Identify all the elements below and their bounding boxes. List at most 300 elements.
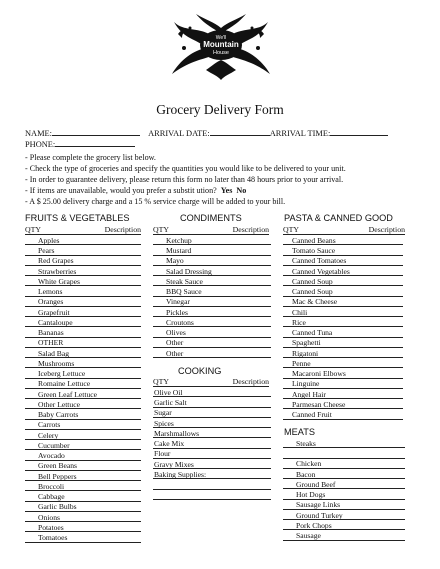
quantity-blank[interactable] — [25, 269, 37, 276]
item-row[interactable] — [25, 276, 141, 286]
item-label: Bacon — [296, 469, 316, 479]
quantity-blank[interactable] — [283, 513, 295, 520]
quantity-blank[interactable] — [25, 279, 37, 286]
quantity-blank[interactable] — [153, 300, 165, 307]
item-row[interactable] — [283, 389, 403, 399]
item-row[interactable] — [25, 399, 141, 409]
mountain-house-logo — [166, 4, 276, 84]
item-row[interactable] — [283, 358, 403, 368]
description-blank[interactable] — [184, 442, 271, 449]
item-row[interactable] — [283, 297, 403, 307]
item-row[interactable] — [153, 235, 271, 245]
logo-text-3: House — [213, 50, 229, 56]
item-row[interactable] — [153, 256, 271, 266]
quantity-blank[interactable] — [283, 503, 295, 510]
meats-heading: MEATS — [284, 427, 315, 437]
quantity-blank[interactable] — [153, 269, 165, 276]
description-blank[interactable] — [346, 259, 403, 266]
description-blank[interactable] — [316, 441, 405, 448]
quantity-blank[interactable] — [283, 372, 291, 379]
quantity-blank[interactable] — [283, 534, 295, 541]
quantity-blank[interactable] — [283, 269, 291, 276]
phone-field[interactable] — [55, 139, 135, 147]
description-blank[interactable] — [319, 382, 403, 389]
item-label: Chili — [292, 307, 308, 317]
logo-text-1: We'll — [215, 35, 227, 41]
item-row[interactable] — [25, 235, 141, 245]
item-row[interactable] — [153, 348, 271, 358]
description-blank[interactable] — [332, 331, 403, 338]
instructions-list — [25, 152, 346, 207]
item-label: Cucumber — [38, 440, 70, 450]
quantity-blank[interactable] — [25, 392, 37, 399]
quantity-blank[interactable] — [25, 413, 37, 420]
quantity-blank[interactable] — [25, 341, 37, 348]
phone-row — [25, 139, 135, 150]
item-label: Canned Tomatoes — [292, 256, 347, 266]
item-label: Spices — [154, 418, 174, 428]
item-label: Ground Beef — [296, 479, 336, 489]
description-blank[interactable] — [183, 351, 271, 358]
item-label: Oranges — [38, 297, 64, 307]
description-blank[interactable] — [345, 402, 403, 409]
item-label: Cabbage — [38, 492, 65, 501]
item-row[interactable] — [283, 256, 403, 266]
description-blank[interactable] — [346, 372, 403, 379]
description-blank[interactable] — [78, 413, 141, 420]
description-blank[interactable] — [186, 331, 271, 338]
description-blank[interactable] — [73, 320, 141, 327]
item-label: Marshmallows — [154, 428, 200, 438]
description-blank[interactable] — [64, 331, 141, 338]
quantity-blank[interactable] — [153, 279, 165, 286]
item-row[interactable] — [283, 469, 405, 479]
description-blank[interactable] — [191, 249, 271, 256]
description-blank[interactable] — [184, 259, 271, 266]
description-blank[interactable] — [307, 310, 403, 317]
quantity-blank[interactable] — [153, 249, 165, 256]
item-row[interactable] — [25, 297, 141, 307]
item-row[interactable] — [25, 512, 141, 522]
item-row[interactable] — [153, 459, 271, 469]
item-row[interactable] — [153, 245, 271, 255]
quantity-blank[interactable] — [25, 290, 37, 297]
quantity-blank[interactable] — [283, 341, 291, 348]
quantity-blank[interactable] — [25, 331, 37, 338]
item-row[interactable] — [25, 338, 141, 348]
item-row[interactable] — [153, 408, 271, 418]
quantity-blank[interactable] — [25, 249, 37, 256]
item-row[interactable] — [25, 286, 141, 296]
item-label: Spaghetti — [292, 338, 321, 348]
item-row[interactable] — [153, 469, 271, 479]
quantity-blank[interactable] — [283, 361, 291, 368]
description-blank[interactable] — [74, 259, 141, 266]
description-blank[interactable] — [321, 341, 403, 348]
description-blank[interactable] — [202, 290, 271, 297]
item-row[interactable] — [153, 418, 271, 428]
description-blank[interactable] — [325, 493, 405, 500]
description-blank[interactable] — [63, 341, 141, 348]
item-row[interactable] — [25, 266, 141, 276]
description-blank[interactable] — [60, 515, 141, 522]
quantity-blank[interactable] — [25, 536, 37, 543]
description-blank[interactable] — [85, 372, 141, 379]
description-blank[interactable] — [90, 382, 141, 389]
name-date-time-row — [25, 128, 388, 139]
description-blank[interactable] — [321, 462, 405, 469]
name-label: NAME: — [25, 129, 52, 138]
description-blank[interactable] — [311, 361, 403, 368]
item-label: Baking Supplies: — [154, 469, 207, 479]
item-row[interactable] — [25, 389, 141, 399]
description-blank[interactable] — [70, 443, 141, 450]
item-row[interactable] — [25, 461, 141, 471]
quantity-blank[interactable] — [25, 423, 37, 430]
description-blank[interactable] — [340, 503, 405, 510]
item-label: Avocado — [38, 451, 65, 460]
item-row[interactable] — [283, 327, 403, 337]
quantity-blank[interactable] — [283, 249, 291, 256]
item-row[interactable] — [283, 438, 405, 448]
description-blank[interactable] — [65, 495, 141, 502]
description-blank[interactable] — [194, 320, 271, 327]
quantity-blank[interactable] — [283, 523, 295, 530]
item-label: Broccoli — [38, 481, 65, 491]
description-blank[interactable] — [332, 523, 405, 530]
phone-label: PHONE: — [25, 140, 56, 149]
item-row[interactable] — [283, 399, 403, 409]
description-blank[interactable] — [335, 482, 405, 489]
item-row[interactable] — [283, 348, 403, 358]
item-row[interactable] — [25, 327, 141, 337]
item-row[interactable] — [283, 276, 403, 286]
quantity-blank[interactable] — [153, 331, 165, 338]
description-blank[interactable] — [76, 269, 141, 276]
quantity-blank[interactable] — [25, 505, 37, 512]
item-row[interactable] — [25, 409, 141, 419]
item-label: Apples — [38, 235, 60, 245]
quantity-blank[interactable] — [283, 472, 295, 479]
quantity-blank[interactable] — [25, 433, 37, 440]
name-field[interactable] — [52, 128, 140, 136]
quantity-blank[interactable] — [283, 290, 291, 297]
quantity-blank[interactable] — [25, 464, 37, 471]
item-label: Carrots — [38, 420, 61, 430]
description-blank[interactable] — [74, 361, 141, 368]
item-row[interactable] — [153, 276, 271, 286]
pasta-canned-heading: PASTA & CANNED GOOD — [284, 213, 393, 223]
quantity-blank[interactable] — [25, 382, 37, 389]
cooking-column-header — [153, 377, 269, 387]
description-blank[interactable] — [306, 320, 403, 327]
no-option[interactable]: No — [236, 186, 247, 195]
item-label: Parmesan Cheese — [292, 399, 346, 409]
item-label: Canned Soup — [292, 276, 333, 286]
quantity-blank[interactable] — [283, 482, 295, 489]
quantity-blank[interactable] — [25, 515, 37, 522]
item-row[interactable] — [153, 266, 271, 276]
item-label: Mac & Cheese — [292, 297, 338, 307]
item-label: Salad Bag — [38, 348, 70, 358]
item-row[interactable] — [283, 459, 405, 469]
description-blank[interactable] — [332, 413, 403, 420]
item-row[interactable] — [153, 297, 271, 307]
item-row[interactable] — [153, 438, 271, 448]
yes-option[interactable]: Yes — [220, 186, 233, 195]
description-blank[interactable] — [318, 351, 403, 358]
description-blank[interactable] — [67, 536, 141, 543]
item-row[interactable] — [283, 266, 403, 276]
item-label: Croutons — [166, 317, 194, 327]
item-row[interactable] — [283, 520, 405, 530]
description-blank[interactable] — [77, 464, 141, 471]
description-blank[interactable] — [58, 433, 141, 440]
item-label: Romaine Lettuce — [38, 379, 91, 389]
item-label: Cantaloupe — [38, 317, 73, 327]
item-row[interactable] — [153, 490, 271, 500]
item-label: Olives — [166, 328, 186, 337]
item-row[interactable] — [25, 430, 141, 440]
item-row[interactable] — [283, 409, 403, 419]
quantity-blank[interactable] — [283, 402, 291, 409]
quantity-blank[interactable] — [153, 238, 165, 245]
quantity-blank[interactable] — [25, 310, 37, 317]
description-blank[interactable] — [326, 392, 403, 399]
item-row[interactable] — [25, 440, 141, 450]
arrival-date-field[interactable] — [210, 128, 270, 136]
item-label: Hot Dogs — [296, 490, 326, 499]
item-row[interactable] — [283, 379, 403, 389]
instruction-line: - A $ 25.00 delivery charge and a 15 % service charge will be added to your bill. — [25, 197, 286, 206]
description-blank[interactable] — [333, 279, 403, 286]
item-row[interactable] — [283, 245, 403, 255]
description-blank[interactable] — [154, 493, 271, 500]
description-blank[interactable] — [187, 401, 271, 408]
quantity-blank[interactable] — [283, 238, 291, 245]
item-row[interactable] — [25, 450, 141, 460]
quantity-blank[interactable] — [283, 310, 291, 317]
item-label: Canned Fruit — [292, 410, 332, 419]
description-blank[interactable] — [206, 472, 271, 479]
item-row[interactable] — [153, 317, 271, 327]
item-row[interactable] — [153, 479, 271, 489]
description-blank[interactable] — [190, 300, 271, 307]
item-label: Cake Mix — [154, 439, 185, 448]
item-row[interactable] — [283, 530, 405, 540]
description-blank[interactable] — [80, 279, 141, 286]
item-row[interactable] — [25, 348, 141, 358]
description-blank[interactable] — [70, 310, 141, 317]
quantity-blank[interactable] — [25, 484, 37, 491]
item-row[interactable] — [283, 338, 403, 348]
cooking-list — [153, 387, 271, 500]
description-blank[interactable] — [69, 351, 141, 358]
description-header: Description — [104, 225, 141, 234]
item-label: Mushrooms — [38, 358, 75, 368]
quantity-blank[interactable] — [283, 441, 295, 448]
description-blank[interactable] — [63, 300, 141, 307]
item-label: Bananas — [38, 328, 64, 337]
item-row[interactable] — [25, 245, 141, 255]
description-blank[interactable] — [335, 249, 403, 256]
description-blank[interactable] — [60, 238, 141, 245]
item-row[interactable] — [153, 286, 271, 296]
item-row[interactable] — [25, 420, 141, 430]
item-label: Steaks — [296, 438, 316, 448]
description-blank[interactable] — [333, 290, 403, 297]
description-blank[interactable] — [194, 462, 271, 469]
item-row[interactable] — [25, 307, 141, 317]
quantity-blank[interactable] — [153, 341, 165, 348]
quantity-blank[interactable] — [283, 382, 291, 389]
description-blank[interactable] — [65, 454, 141, 461]
item-label: Tomato Sauce — [292, 246, 336, 255]
quantity-blank[interactable] — [283, 320, 291, 327]
item-row[interactable] — [25, 256, 141, 266]
item-row[interactable] — [153, 327, 271, 337]
quantity-blank[interactable] — [25, 259, 37, 266]
quantity-blank[interactable] — [25, 320, 37, 327]
item-row[interactable] — [283, 307, 403, 317]
description-blank[interactable] — [212, 269, 271, 276]
item-row[interactable] — [25, 471, 141, 481]
item-row[interactable] — [283, 479, 405, 489]
quantity-blank[interactable] — [283, 331, 291, 338]
description-header: Description — [232, 225, 269, 234]
item-label: Mayo — [166, 256, 184, 266]
description-blank[interactable] — [350, 269, 403, 276]
quantity-blank[interactable] — [283, 413, 291, 420]
item-row[interactable] — [283, 500, 405, 510]
item-row[interactable] — [25, 481, 141, 491]
item-row[interactable] — [153, 428, 271, 438]
quantity-blank[interactable] — [283, 351, 291, 358]
description-blank[interactable] — [97, 392, 141, 399]
item-row[interactable] — [153, 387, 271, 397]
description-blank[interactable] — [188, 310, 271, 317]
item-row[interactable] — [153, 338, 271, 348]
quantity-blank[interactable] — [153, 259, 165, 266]
quantity-blank[interactable] — [153, 320, 165, 327]
substitution-question: - If items are unavailable, would you prefer a substit ution? — [25, 186, 217, 195]
description-blank[interactable] — [183, 341, 271, 348]
quantity-blank[interactable] — [25, 372, 37, 379]
description-blank[interactable] — [203, 279, 271, 286]
quantity-blank[interactable] — [283, 452, 295, 459]
meats-list — [283, 438, 405, 541]
quantity-blank[interactable] — [25, 474, 37, 481]
item-label: Rigatoni — [292, 348, 319, 358]
description-blank[interactable] — [192, 238, 271, 245]
item-label: Angel Hair — [292, 389, 326, 399]
quantity-blank[interactable] — [25, 525, 37, 532]
description-blank[interactable] — [174, 421, 271, 428]
item-row[interactable] — [25, 317, 141, 327]
description-blank[interactable] — [62, 290, 141, 297]
quantity-blank[interactable] — [25, 351, 37, 358]
item-row[interactable] — [153, 449, 271, 459]
item-row[interactable] — [283, 368, 403, 378]
description-blank[interactable] — [170, 452, 271, 459]
item-row[interactable] — [283, 317, 403, 327]
description-blank[interactable] — [77, 505, 141, 512]
item-label: Tomatoes — [38, 533, 68, 542]
quantity-blank[interactable] — [25, 238, 37, 245]
description-blank[interactable] — [199, 431, 271, 438]
description-blank[interactable] — [172, 411, 271, 418]
quantity-blank[interactable] — [283, 392, 291, 399]
description-blank[interactable] — [182, 390, 271, 397]
description-blank[interactable] — [60, 423, 141, 430]
description-blank[interactable] — [80, 402, 141, 409]
description-blank[interactable] — [64, 484, 141, 491]
quantity-blank[interactable] — [25, 454, 37, 461]
item-label: Pickles — [166, 307, 188, 317]
quantity-blank[interactable] — [283, 493, 295, 500]
arrival-time-label: ARRIVAL TIME: — [269, 129, 331, 138]
quantity-blank[interactable] — [283, 279, 291, 286]
quantity-blank[interactable] — [153, 290, 165, 297]
quantity-blank[interactable] — [25, 495, 37, 502]
item-label: Sausage Links — [296, 500, 341, 510]
instruction-line: - In order to guarantee delivery, please return this form no later than 48 hours prior to your arrival. — [25, 175, 344, 184]
item-row[interactable] — [153, 307, 271, 317]
item-row[interactable] — [25, 522, 141, 532]
description-blank[interactable] — [336, 238, 403, 245]
item-row[interactable] — [25, 379, 141, 389]
description-blank[interactable] — [77, 474, 141, 481]
item-row[interactable] — [283, 510, 405, 520]
description-blank[interactable] — [337, 300, 403, 307]
item-row[interactable] — [25, 368, 141, 378]
description-blank[interactable] — [315, 472, 405, 479]
description-blank[interactable] — [154, 483, 271, 490]
item-row[interactable] — [283, 235, 403, 245]
item-row[interactable] — [25, 491, 141, 501]
description-blank[interactable] — [54, 249, 141, 256]
quantity-blank[interactable] — [283, 259, 291, 266]
arrival-time-field[interactable] — [330, 128, 388, 136]
quantity-blank[interactable] — [25, 443, 37, 450]
qty-header: QTY — [283, 225, 300, 234]
quantity-blank[interactable] — [153, 351, 165, 358]
quantity-blank[interactable] — [25, 300, 37, 307]
item-row[interactable] — [283, 448, 405, 458]
item-row[interactable] — [283, 286, 403, 296]
description-blank[interactable] — [296, 452, 405, 459]
item-label: Canned Beans — [292, 235, 336, 245]
quantity-blank[interactable] — [283, 462, 295, 469]
item-row[interactable] — [153, 397, 271, 407]
description-header: Description — [368, 225, 405, 234]
description-header: Description — [232, 377, 269, 386]
description-blank[interactable] — [321, 534, 405, 541]
item-row[interactable] — [25, 532, 141, 542]
item-label: Canned Vegetables — [292, 266, 350, 276]
description-blank[interactable] — [343, 513, 405, 520]
item-label: Ground Turkey — [296, 510, 343, 520]
item-row[interactable] — [25, 358, 141, 368]
item-label: Canned Soup — [292, 287, 333, 296]
item-row[interactable] — [283, 489, 405, 499]
quantity-blank[interactable] — [25, 402, 37, 409]
item-row[interactable] — [25, 502, 141, 512]
description-blank[interactable] — [64, 525, 141, 532]
quantity-blank[interactable] — [153, 310, 165, 317]
quantity-blank[interactable] — [283, 300, 291, 307]
quantity-blank[interactable] — [25, 361, 37, 368]
